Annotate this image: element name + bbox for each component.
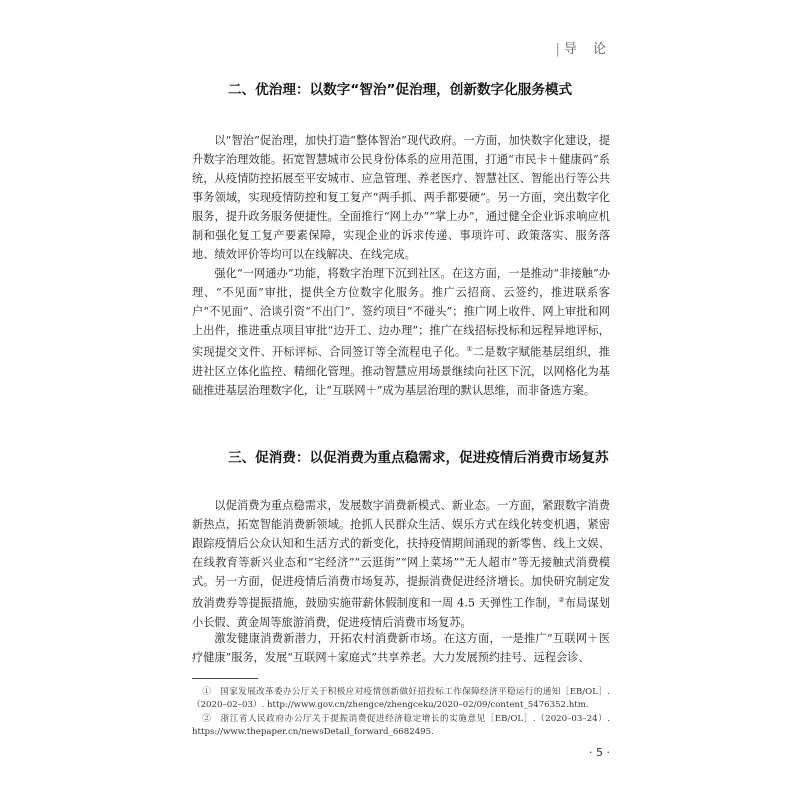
footnote-ref-2: ②: [558, 596, 565, 604]
footnote-2: ② 浙江省人民政府办公厅关于提振消费促进经济稳定增长的实施意见［EB/OL］.（2020–03–24）. https://www.thepaper.cn/newsDetail_forward_6682495.: [192, 714, 610, 737]
section-3-paragraph-1-text-a: 以促消费为重点稳需求，发展数字消费新模式、新业态。一方面，紧跟数字消费新热点，拓宽智能消费新领域。抢抓人民群众生活、娱乐方式在线化转变机遇，紧密跟踪疫情后公众认知和生活方式的新变化，扶持疫情期间涌现的新零售、线上文娱、在线教育等新兴业态和“宅经济”“云逛街”“网上菜场”“无人超市”等无接触式消费模式。另一方面，促进疫情后消费市场复苏，提振消费促进经济增长。加快研究制定发放消费券等提振措施，鼓励实施带薪休假制度和一周 4.5 天弹性工作制，: [192, 499, 610, 610]
footnote-1: ① 国家发展改革委办公厅关于积极应对疫情创新做好招投标工作保障经济平稳运行的通知［EB/OL］.（2020–02–03）. http://www.gov.cn/zhengce/zhengceku/2020–02/09/content_5476352.htm.: [192, 687, 610, 710]
section-2-paragraph-2-text-b: 二是数字赋能基层组织，推进社区立体化监控、精细化管理。推动智慧应用场景继续向社区下沉，以网格化为基础推进基层治理数字化，让“互联网＋”成为基层治理的默认思维，而非备选方案。: [192, 345, 610, 397]
footnote-divider: [192, 678, 258, 679]
running-head-title: 导 论: [563, 42, 612, 57]
footnote-ref-1: ①: [466, 345, 473, 353]
section-3-paragraph-1-text-b: 布局谋划小长假、黄金周等旅游消费，促进疫情后消费市场复苏。: [192, 596, 611, 629]
section-2-paragraph-1: 以“智治”促治理，加快打造“整体智治”现代政府。一方面，加快数字化建设，提升数字治理效能。拓宽智慧城市公民身份体系的应用范围，打通“市民卡＋健康码”系统，从疫情防控拓展至平安城市、应急管理、养老医疗、智慧社区、智能出行等公共事务领域，实现疫情防控和复工复产“两手抓、两手都要硬”。另一方面，突出数字化服务，提升政务服务便捷性。全面推行“网上办”“掌上办”，通过健全企业诉求响应机制和强化复工复产要素保障，实现企业的诉求传递、事项许可、政策落实、服务落地、绩效评价等均可以在线解决、在线完成。: [192, 134, 610, 261]
section-3-paragraph-1: [192, 496, 610, 632]
section-2-heading: 二、优治理：以数字“智治”促治理，创新数字化服务模式: [228, 82, 573, 98]
section-2-paragraph-2-text-a: 强化“一网通办”功能，将数字治理下沉到社区。在这方面，一是推动“非接触”办理、“不见面”审批，提供全方位数字化服务。推广云招商、云签约，推进联系客户“不见面”、洽谈引资“不出门”、签约项目“不碰头”；推广网上收件、网上审批和网上出件，推进重点项目审批“边开工、边办理”；推广在线招标投标和远程异地评标，实现提交文件、开标评标、合同签订等全流程电子化。: [192, 267, 610, 359]
section-3-paragraph-2: 激发健康消费新潜力，开拓农村消费新市场。在这方面，一是推广“互联网＋医疗健康”服务，发展“互联网＋家庭式”共享养老。大力发展预约挂号、远程会诊、: [192, 632, 610, 664]
section-2-paragraph-2: [192, 264, 610, 400]
section-3-heading: 三、促消费：以促消费为重点稳需求，促进疫情后消费市场复苏: [228, 450, 609, 466]
footnotes: [192, 686, 610, 740]
running-head-separator: |: [555, 42, 560, 57]
page-number: · 5 ·: [589, 746, 610, 759]
running-head: [555, 38, 612, 57]
